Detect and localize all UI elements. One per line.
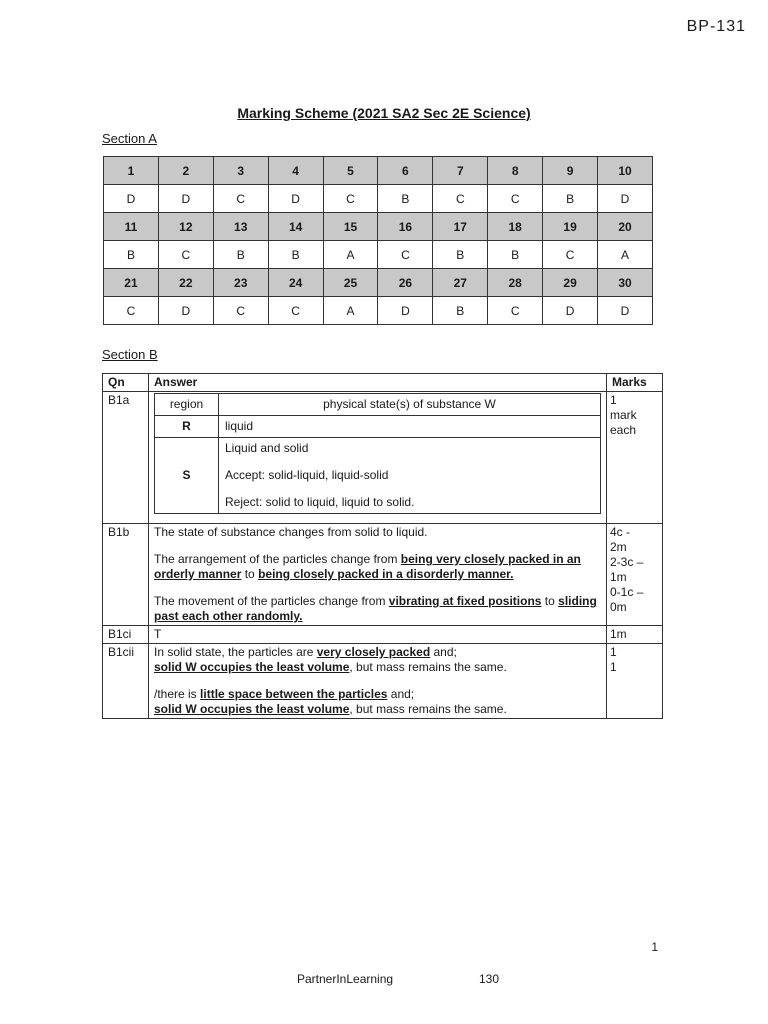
answer-cell: B [213,241,268,269]
b1b-paragraph-3: The movement of the particles change from vibrating at fixed positions to sliding past each other randomly. [154,594,597,623]
answer-b1b [149,524,607,626]
state-header: physical state(s) of substance W [219,394,601,416]
answer-cell: C [213,185,268,213]
qn-b1cii: B1cii [103,644,149,719]
section-b-table [102,373,663,719]
state-s-line2: Accept: solid-liquid, liquid-solid [225,468,389,482]
answer-cell: D [158,185,213,213]
question-number-cell: 20 [598,213,653,241]
marks-b1b-line: 2m [610,540,627,554]
answer-cell: D [158,297,213,325]
answer-row [104,185,653,213]
marks-b1a [607,392,663,524]
state-s-line3: Reject: solid to liquid, liquid to solid. [225,495,415,509]
answer-cell: A [323,297,378,325]
key-phrase: very closely packed [316,645,431,659]
answer-cell: B [433,241,488,269]
document-code: BP-131 [686,18,746,35]
key-phrase: sliding past each other randomly. [154,594,597,623]
page-number: 1 [651,940,658,954]
answer-cell: B [268,241,323,269]
section-a-label: Section A [102,131,157,146]
answer-cell: C [158,241,213,269]
answer-cell: B [543,185,598,213]
answer-cell: A [598,241,653,269]
qn-header: Qn [103,374,149,392]
qn-b1ci: B1ci [103,626,149,644]
marks-b1a-line: 1 [610,393,617,407]
question-number-cell: 22 [158,269,213,297]
answer-cell: C [213,297,268,325]
row-b1ci [103,626,663,644]
question-number-cell: 6 [378,157,433,185]
state-r: liquid [219,416,601,438]
answer-cell: A [323,241,378,269]
footer-publisher: PartnerInLearning [297,972,394,986]
marks-b1a-line: mark [610,408,637,422]
question-number-cell: 9 [543,157,598,185]
answer-row [104,241,653,269]
question-number-row [104,157,653,185]
answer-row [104,297,653,325]
answer-cell: C [488,185,543,213]
question-number-cell: 25 [323,269,378,297]
marks-b1b-line: 4c - [610,525,631,539]
qn-b1a: B1a [103,392,149,524]
answer-cell: B [104,241,159,269]
answer-cell: C [433,185,488,213]
marks-b1b [607,524,663,626]
answer-cell: C [104,297,159,325]
key-phrase: little space between the particles [200,687,388,701]
footer-page-code: 130 [479,972,500,986]
key-phrase: being very closely packed in an orderly manner [154,552,581,581]
answer-b1ci: T [149,626,607,644]
question-number-cell: 21 [104,269,159,297]
b1b-paragraph-1: The state of substance changes from solid to liquid. [154,525,428,539]
region-s: S [155,438,219,514]
marks-b1ci: 1m [607,626,663,644]
answer-cell: D [268,185,323,213]
question-number-cell: 8 [488,157,543,185]
qn-b1b: B1b [103,524,149,626]
row-b1a [103,392,663,524]
answer-cell: D [598,185,653,213]
question-number-cell: 13 [213,213,268,241]
question-number-cell: 12 [158,213,213,241]
row-b1b [103,524,663,626]
marks-b1a-line: each [610,423,637,437]
question-number-cell: 10 [598,157,653,185]
section-a-answer-table [103,156,653,325]
question-number-cell: 3 [213,157,268,185]
question-number-cell: 19 [543,213,598,241]
key-phrase: being closely packed in a disorderly manner. [258,567,514,581]
question-number-cell: 5 [323,157,378,185]
b1cii-paragraph-1: In solid state, the particles are very closely packed and; solid W occupies the least volume, but mass remains the same. [154,645,507,674]
b1b-paragraph-2: The arrangement of the particles change from being very closely packed in an orderly manner to being closely packed in a disorderly manner. [154,552,581,581]
question-number-cell: 27 [433,269,488,297]
key-phrase: solid W occupies the least volume [154,702,350,716]
answer-b1cii [149,644,607,719]
marks-b1b-line: 0m [610,600,627,614]
question-number-cell: 24 [268,269,323,297]
question-number-cell: 26 [378,269,433,297]
question-number-row [104,213,653,241]
answer-cell: D [598,297,653,325]
answer-cell: B [378,185,433,213]
question-number-cell: 14 [268,213,323,241]
answer-cell: C [323,185,378,213]
section-b-label: Section B [102,347,158,362]
row-b1cii [103,644,663,719]
question-number-cell: 23 [213,269,268,297]
question-number-row [104,269,653,297]
region-r: R [155,416,219,438]
question-number-cell: 30 [598,269,653,297]
question-number-cell: 28 [488,269,543,297]
marks-b1b-line: 0-1c – [610,585,644,599]
marks-b1cii [607,644,663,719]
question-number-cell: 29 [543,269,598,297]
answer-cell: C [268,297,323,325]
key-phrase: vibrating at fixed positions [388,594,542,608]
state-s-line1: Liquid and solid [225,441,309,455]
answer-cell: B [433,297,488,325]
question-number-cell: 1 [104,157,159,185]
answer-cell: B [488,241,543,269]
question-number-cell: 7 [433,157,488,185]
state-s [219,438,601,514]
marks-b1cii-line: 1 [610,660,617,674]
answer-header: Answer [149,374,607,392]
question-number-cell: 15 [323,213,378,241]
marks-b1cii-line: 1 [610,645,617,659]
b1a-region-table [154,393,601,514]
marks-b1b-line: 2-3c – [610,555,644,569]
question-number-cell: 18 [488,213,543,241]
question-number-cell: 4 [268,157,323,185]
question-number-cell: 2 [158,157,213,185]
answer-cell: C [378,241,433,269]
question-number-cell: 17 [433,213,488,241]
question-number-cell: 11 [104,213,159,241]
answer-cell: D [378,297,433,325]
answer-b1a [149,392,607,524]
region-header: region [155,394,219,416]
answer-cell: D [104,185,159,213]
question-number-cell: 16 [378,213,433,241]
b1cii-paragraph-2: /there is little space between the particles and; solid W occupies the least volume, but mass remains the same. [154,687,507,716]
answer-cell: C [543,241,598,269]
answer-cell: D [543,297,598,325]
section-b-header-row [103,374,663,392]
marks-header: Marks [607,374,663,392]
key-phrase: solid W occupies the least volume [154,660,350,674]
answer-cell: C [488,297,543,325]
marks-b1b-line: 1m [610,570,627,584]
page-title: Marking Scheme (2021 SA2 Sec 2E Science) [237,105,531,121]
